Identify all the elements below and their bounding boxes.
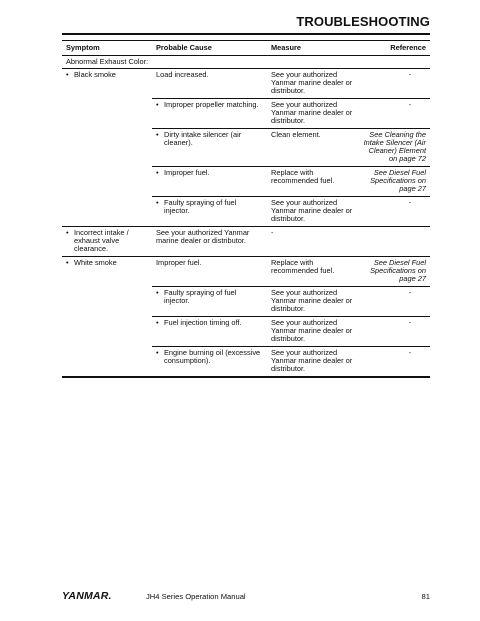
measure-cell: - — [267, 227, 358, 257]
bullet-icon: • — [156, 198, 159, 207]
category-row — [62, 56, 430, 69]
cause-text: Engine burning oil (excessive consumption). — [164, 348, 261, 365]
page-number: 81 — [421, 592, 430, 601]
reference-cell — [358, 227, 430, 257]
symptom-cell — [62, 257, 152, 378]
reference-cell: - — [358, 317, 430, 347]
measure-cell: Replace with recommended fuel. — [267, 167, 358, 197]
bullet-icon: • — [156, 318, 159, 327]
bullet-icon: • — [156, 288, 159, 297]
reference-cell: - — [358, 347, 430, 378]
reference-cell: See Diesel Fuel Specifications on page 27 — [358, 257, 430, 287]
header-rule — [62, 33, 430, 35]
measure-cell: See your authorized Yanmar marine dealer or distributor. — [267, 69, 358, 99]
cause-text: Faulty spraying of fuel injector. — [164, 288, 237, 305]
table-row — [62, 257, 430, 287]
column-header-reference: Reference — [358, 41, 430, 56]
reference-cell: - — [358, 99, 430, 129]
measure-cell: See your authorized Yanmar marine dealer or distributor. — [267, 347, 358, 378]
cause-cell: Load increased. — [152, 69, 267, 99]
cause-text: Improper fuel. — [164, 168, 210, 177]
cause-cell: Improper fuel. — [152, 257, 267, 287]
reference-cell: - — [358, 287, 430, 317]
bullet-icon: • — [156, 130, 159, 139]
cause-cell — [152, 287, 267, 317]
measure-cell: See your authorized Yanmar marine dealer or distributor. — [267, 287, 358, 317]
cause-cell — [152, 167, 267, 197]
bullet-icon: • — [156, 348, 159, 357]
cause-cell: See your authorized Yanmar marine dealer or distributor. — [152, 227, 267, 257]
page-title: TROUBLESHOOTING — [296, 14, 430, 29]
column-header-measure: Measure — [267, 41, 358, 56]
reference-cell: - — [358, 197, 430, 227]
bullet-icon: • — [156, 100, 159, 109]
column-header-probable-cause: Probable Cause — [152, 41, 267, 56]
cause-text: Dirty intake silencer (air cleaner). — [164, 130, 242, 147]
troubleshooting-table — [62, 40, 430, 378]
cause-text: Fuel injection timing off. — [164, 318, 242, 327]
page-footer — [62, 590, 430, 604]
cause-cell — [152, 129, 267, 167]
category-label: Abnormal Exhaust Color: — [62, 56, 430, 69]
reference-cell: - — [358, 69, 430, 99]
manual-title: JH4 Series Operation Manual — [146, 592, 246, 601]
bullet-icon: • — [156, 168, 159, 177]
reference-cell: See Cleaning the Intake Silencer (Air Cleaner) Element on page 72 — [358, 129, 430, 167]
table-row — [62, 227, 430, 257]
cause-cell — [152, 99, 267, 129]
cause-cell — [152, 347, 267, 378]
symptom-text: Incorrect intake / exhaust valve clearance. — [74, 228, 129, 253]
symptom-text: White smoke — [74, 258, 117, 267]
cause-cell — [152, 197, 267, 227]
reference-cell: See Diesel Fuel Specifications on page 27 — [358, 167, 430, 197]
cause-cell — [152, 317, 267, 347]
table-row — [62, 69, 430, 99]
bullet-icon: • — [66, 70, 69, 79]
measure-cell: Replace with recommended fuel. — [267, 257, 358, 287]
symptom-cell — [62, 227, 152, 257]
table-header-row — [62, 41, 430, 56]
symptom-cell — [62, 69, 152, 227]
measure-cell: See your authorized Yanmar marine dealer or distributor. — [267, 197, 358, 227]
bullet-icon: • — [66, 258, 69, 267]
bullet-icon: • — [66, 228, 69, 237]
column-header-symptom: Symptom — [62, 41, 152, 56]
cause-text: Faulty spraying of fuel injector. — [164, 198, 237, 215]
measure-cell: See your authorized Yanmar marine dealer or distributor. — [267, 99, 358, 129]
cause-text: Improper propeller matching. — [164, 100, 259, 109]
page-header — [62, 14, 430, 32]
measure-cell: See your authorized Yanmar marine dealer or distributor. — [267, 317, 358, 347]
symptom-text: Black smoke — [74, 70, 116, 79]
measure-cell: Clean element. — [267, 129, 358, 167]
yanmar-logo: YANMAR. — [62, 590, 112, 602]
